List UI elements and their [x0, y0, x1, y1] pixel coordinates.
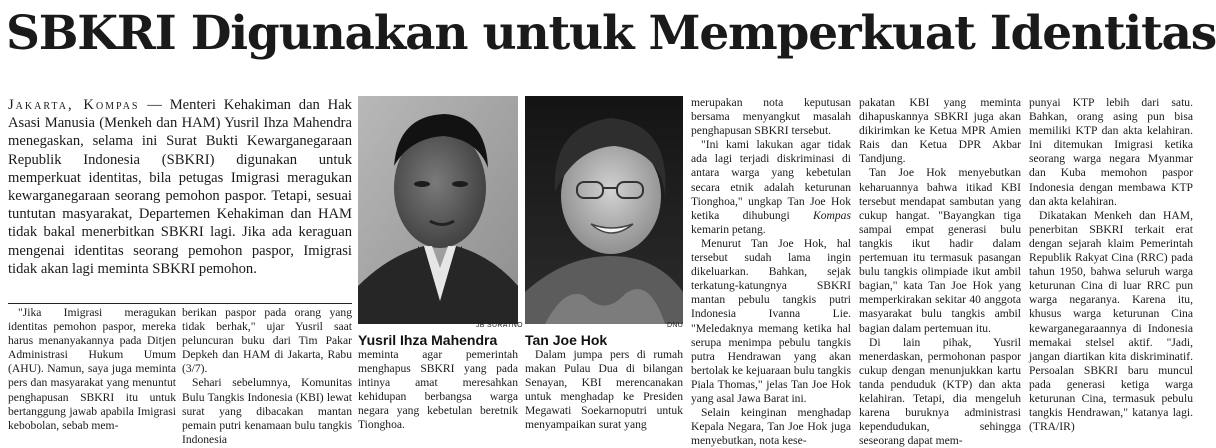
article-column-7: [1029, 96, 1193, 434]
column-text: merupakan nota keputusan bersama menyangkut masalah penghapusan SBKRI tersebut.: [691, 96, 851, 138]
column-text: "Jika Imigrasi meragukan identitas pemohon paspor, mereka harus menanyakannya pada Ditjen Administrasi Hukum Umum (AHU). Namun, saya juga meminta pers dan masyarakat yang menuntut penghapusan SBKRI itu untuk bertanggung jawab apabila Imigrasi kebobolan, sebab mem-: [8, 306, 176, 432]
headline: SBKRI Digunakan untuk Memperkuat Identitas: [6, 6, 1216, 61]
photo-yusril: [358, 96, 518, 324]
column-text: Sehari sebelumnya, Komunitas Bulu Tangkis Indonesia (KBI) lewat surat yang dibacakan mantan pemain putri kenamaan bulu tangkis Indonesia: [182, 376, 352, 446]
column-text: punyai KTP lebih dari satu. Bahkan, orang asing pun bisa memiliki KTP dan akta kelahiran. Ini ditemukan Imigrasi ketika seorang warga negara Myanmar dan Kuba memohon paspor Indonesia dengan membawa KTP dan akta kelahiran.: [1029, 96, 1193, 208]
column-text: berikan paspor pada orang yang tidak berhak," ujar Yusril saat peluncuran buku dari Tim Pakar Depkeh dan HAM di Jakarta, Rabu (3/7).: [182, 306, 352, 376]
caption-tan-joe-hok: Tan Joe Hok: [525, 332, 608, 348]
photo-tan-joe-hok: [525, 96, 683, 324]
dateline: Jakarta, Kompas: [8, 97, 140, 113]
column-text: Selain keinginan menghadap Kepala Negara, Tan Joe Hok juga menyebutkan, nota kese-: [691, 406, 851, 448]
column-text: "Ini kami lakukan agar tidak ada lagi terjadi diskriminasi di antara warga yang kebetulan secara etnik adalah keturunan Tionghoa," ungkap Tan Joe Hok ketika dihubungi Kompas kemarin petang.: [691, 138, 851, 236]
article-column-1: [8, 306, 176, 432]
portrait-image: [525, 96, 683, 324]
column-text: Menurut Tan Joe Hok, hal tersebut sudah lama ingin dikeluarkan. Bahkan, sejak terkatung-katungnya SBKRI mantan pebulu tangkis putri Indonesia Ivanna Lie. "Meledaknya memang ketika hal serupa menimpa pebulu tangkis putra Hendrawan yang akan bertolak ke kejuaraan bulu tangkis Piala Thomas," jelas Tan Joe Hok yang asal Jawa Barat ini.: [691, 236, 851, 405]
column-text: Tan Joe Hok menyebutkan keharuannya bahwa itikad KBI tersebut mendapat sambutan yang cukup hangat. "Bayangkan tiga sampai empat generasi bulu tangkis ikut hadir dalam pertemuan itu termasuk pasangan bulu tangkis olimpiade ikut ambil bagian," kata Tan Joe Hok yang memperkirakan sekitar 40 anggota masyarakat bulu tangkis ambil bagian dalam pertemuan itu.: [859, 166, 1021, 335]
caption-yusril: Yusril Ihza Mahendra: [358, 332, 498, 348]
column-text: Dalam jumpa pers di rumah makan Pulau Dua di bilangan Senayan, KBI merencanakan untuk menghadap ke Presiden Megawati Soekarnoputri untuk menyampaikan surat yang: [525, 348, 683, 432]
photo-credit-left: JB SURATNO: [476, 322, 523, 329]
article-column-4: [525, 348, 683, 432]
article-column-3: [358, 348, 518, 432]
photo-credit-right: DNU: [667, 322, 684, 329]
article-column-2: [182, 306, 352, 446]
article-column-5: [691, 96, 851, 448]
article-column-6: [859, 96, 1021, 448]
lead-text: — Menteri Kehakiman dan Hak Asasi Manusia (Menkeh dan HAM) Yusril Ihza Mahendra menegaskan, selama ini Surat Bukti Kewarganegaraan Republik Indonesia (SBKRI) digunakan untuk memperkuat identitas, bila petugas Imigrasi meragukan kewarganegaraan seorang pemohon paspor. Tetapi, sesuai tuntutan masyarakat, Departemen Kehakiman dan HAM tidak bakal menerbitkan SBKRI lagi. Jika ada keraguan mengenai identitas seorang pemohon paspor, Imigrasi tidak akan lagi meminta SBKRI pemohon.: [8, 97, 352, 277]
column-text: pakatan KBI yang meminta dihapuskannya SBKRI juga akan dikirimkan ke Ketua MPR Amien Rais dan Ketua DPR Akbar Tandjung.: [859, 96, 1021, 166]
portrait-image: [358, 96, 518, 324]
column-text: meminta agar pemerintah menghapus SBKRI yang pada intinya amat meresahkan kehidupan berbangsa warga negara yang kebetulan beretnik Tionghoa.: [358, 348, 518, 432]
lead-paragraph: [8, 96, 352, 278]
column-text: Di lain pihak, Yusril menerdaskan, permohonan paspor cukup dengan menunjukkan kartu tanda penduduk (KTP) dan akta kelahiran. Tetapi, dia mengeluh karena buruknya administrasi kependudukan, sehingga seseorang dapat mem-: [859, 335, 1021, 448]
column-text: Dikatakan Menkeh dan HAM, penerbitan SBKRI terkait erat dengan sejarah klaim Pemerintah Republik Rakyat Cina (RRC) pada tahun 1950, bahwa seluruh warga keturunan Cina di luar RRC pun warga negaranya. Karena itu, khusus warga keturunan Cina kewarganegaraannya di Indonesia memakai stelsel aktif. "Jadi, jangan diartikan kita diskriminatif. Persoalan SBKRI baru muncul pada generasi ketiga warga keturunan Cina, termasuk pebulu tangkis Hendrawan," katanya lagi. (TRA/IR): [1029, 208, 1193, 434]
lead-divider: [8, 303, 352, 304]
